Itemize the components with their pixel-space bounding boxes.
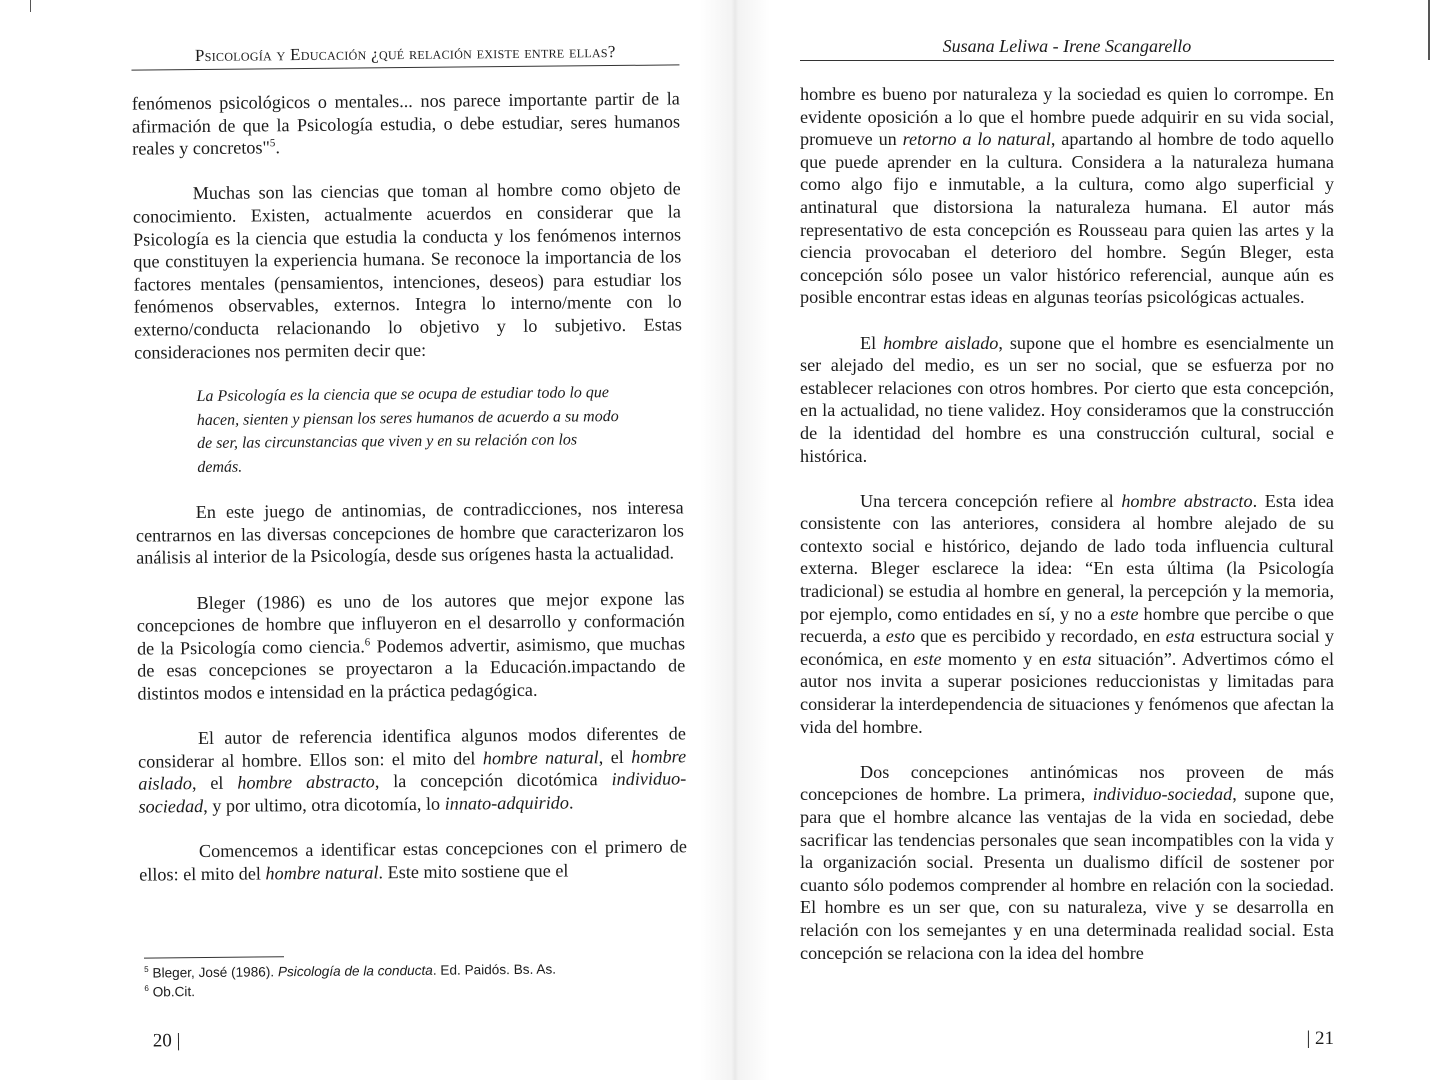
right-page bbox=[800, 0, 1334, 1080]
paragraph: Dos concepciones antinómicas nos proveen de más concepciones de hombre. La primera, individuo-sociedad, supone que, para que el hombre alcance las ventajas de la vida en sociedad, debe sacrificar las tendencias personales que sean incompatibles con la vida y la organización social. Presenta un dualismo difícil de sostener por cuanto sólo podemos comprender al hombre en relación con la sociedad. El hombre es un ser que, con su naturaleza, vive y se desarrolla en relación con los semejantes y en una determinada realidad social. Esta concepción se relaciona con la idea del hombre bbox=[800, 761, 1334, 963]
paragraph: hombre es bueno por naturaleza y la sociedad es quien lo corrompe. En evidente oposición a lo que el hombre puede adquirir en su vida social, promueve un retorno a lo natural, apartando al hombre de todo aquello que puede aprender en la cultura. Considera a la naturaleza humana como algo fijo e inmutable, a la cultura, como algo superficial y antinatural que distorsiona la naturaleza humana. El autor más representativo de esta concepción es Rousseau para quien las artes y la ciencia provocaban el deterioro del hombre. Según Bleger, esta concepción sólo posee un valor histórico referencial, aunque aún es posible encontrar estas ideas en algunas teorías psicológicas actuales. bbox=[800, 84, 1334, 308]
footnote: $^6$ Ob.Cit. bbox=[144, 983, 196, 1000]
paragraph: Una tercera concepción refiere al hombre abstracto. Esta idea consistente con las anteriores, considera al hombre alejado de su contexto social e histórico, dejando de lado toda influencia cultural externa. Bleger esclarece la idea: “En esta última (la Psicología tradicional) se estudia al hombre en general, la percepción y la memoria, por ejemplo, como entidades en sí, y no a este hombre que percibe o que recuerda, a esto que es percibido y recordado, en esta estructura social y económica, en este momento y en esta situación”. Advertimos cómo el autor nos invita a superar posiciones reduccionistas y limitadas para considerar la interdependencia de situaciones y fenómenos que afectan la vida del hombre. bbox=[800, 490, 1335, 737]
paragraph: Muchas son las ciencias que toman al hombre como objeto de conocimiento. Existen, actualmente acuerdos en considerar que la Psicología es la ciencia que estudia la conducta y los fenómenos internos que constituyen la experiencia humana. Se reconoce la importancia de los factores mentales (pensamientos, intenciones, deseos) para estudiar los fenómenos observables, externos. Integra lo interno/mente con lo externo/conducta relacionando lo objetivo y lo subjetivo. Estas consideraciones nos permiten decir que: bbox=[132, 178, 683, 363]
footnotes bbox=[144, 952, 688, 1001]
footnote-rule bbox=[144, 956, 284, 958]
book-gutter bbox=[700, 0, 770, 1080]
paragraph: fenómenos psicológicos o mentales... nos parece importante partir de la afirmación de que la Psicología estudia, o debe estudiar, seres humanos reales y concretos"$^5$. bbox=[131, 88, 681, 159]
running-header: Susana Leliwa - Irene Scangarello bbox=[800, 36, 1334, 61]
scan-edge-mark bbox=[1428, 0, 1430, 60]
running-header: Psicología y Educación ¿qué relación existe entre ellas? bbox=[131, 41, 679, 70]
left-page bbox=[131, 0, 689, 1080]
footnote-ref: 6 bbox=[364, 636, 371, 649]
paragraph: El autor de referencia identifica algunos modos diferentes de considerar al hombre. Ellos son: el mito del hombre natural, el hombre aislado, el hombre abstracto, la concepción dicotómica individuo-sociedad, y por ultimo, otra dicotomía, lo innato-adquirido. bbox=[138, 723, 687, 817]
block-quote: La Psicología es la ciencia que se ocupa de estudiar todo lo que hacen, sienten y piensan los seres humanos de acuerdo a su modo de ser, las circunstancias que viven y en su relación con los demás. bbox=[196, 384, 619, 476]
paragraph: Comencemos a identificar estas concepciones con el primero de ellos: el mito del hombre natural. Este mito sostiene que el bbox=[139, 836, 688, 885]
page-body bbox=[800, 83, 1334, 964]
footnote-ref: 5 bbox=[269, 137, 276, 150]
page-number: 20 | bbox=[152, 1030, 181, 1052]
scan-edge-mark bbox=[30, 0, 31, 12]
page-number: | 21 bbox=[1306, 1028, 1334, 1049]
paragraph: El hombre aislado, supone que el hombre es esencialmente un ser alejado del medio, es un ser no social, que se esfuerza por no establecer relaciones con otros hombres. Por cierto que esta concepción, en la actualidad, no tiene validez. Hoy consideramos que la construcción de la identidad del hombre es una construcción cultural, social e histórica. bbox=[800, 332, 1334, 466]
paragraph: En este juego de antinomias, de contradicciones, nos interesa centrarnos en las diversas concepciones de hombre que caracterizaron los análisis al interior de la Psicología, desde sus orígenes hasta la actualidad. bbox=[135, 497, 685, 568]
page-body bbox=[132, 87, 688, 885]
paragraph: Bleger (1986) es uno de los autores que mejor expone las concepciones de hombre que influyeron en el desarrollo y conformación de la Psicología como ciencia.$^6$ Podemos advertir, asimismo, que muchas de esas concepciones se proyectaron a la Educación.impactando de distintos modos e intensidad en la práctica pedagógica. bbox=[136, 587, 686, 704]
footnote: $^5$ Bleger, José (1986). Psicología de la conducta. Ed. Paidós. Bs. As. bbox=[144, 961, 557, 981]
